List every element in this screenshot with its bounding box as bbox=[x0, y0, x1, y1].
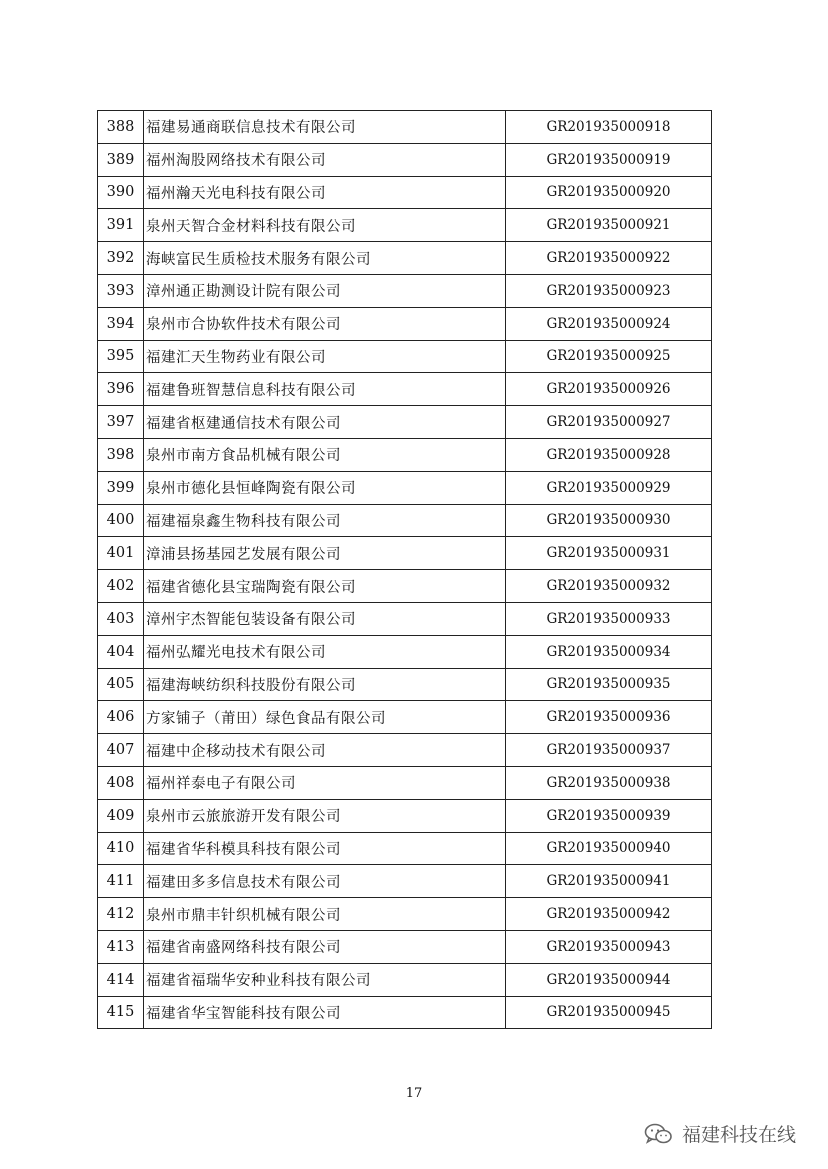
watermark-text: 福建科技在线 bbox=[682, 1124, 797, 1146]
company-name: 泉州天智合金材料科技有限公司 bbox=[144, 209, 506, 242]
row-number: 398 bbox=[98, 438, 144, 471]
company-name: 福建鲁班智慧信息科技有限公司 bbox=[144, 373, 506, 406]
company-name: 漳浦县扬基园艺发展有限公司 bbox=[144, 537, 506, 570]
page-number: 17 bbox=[405, 1086, 423, 1101]
row-number: 405 bbox=[98, 668, 144, 701]
certificate-number: GR201935000939 bbox=[506, 799, 712, 832]
table-row bbox=[98, 963, 712, 996]
table-row bbox=[98, 701, 712, 734]
company-name: 海峡富民生质检技术服务有限公司 bbox=[144, 242, 506, 275]
certificate-number: GR201935000927 bbox=[506, 406, 712, 439]
company-name: 泉州市合协软件技术有限公司 bbox=[144, 307, 506, 340]
company-name: 福建福泉鑫生物科技有限公司 bbox=[144, 504, 506, 537]
certificate-number: GR201935000938 bbox=[506, 766, 712, 799]
company-name: 福建中企移动技术有限公司 bbox=[144, 734, 506, 767]
certificate-number: GR201935000942 bbox=[506, 898, 712, 931]
table-row bbox=[98, 340, 712, 373]
table-row bbox=[98, 668, 712, 701]
table-row bbox=[98, 242, 712, 275]
certificate-number: GR201935000921 bbox=[506, 209, 712, 242]
row-number: 404 bbox=[98, 635, 144, 668]
certificate-number: GR201935000923 bbox=[506, 274, 712, 307]
company-name: 福州瀚天光电科技有限公司 bbox=[144, 176, 506, 209]
company-table bbox=[97, 110, 712, 1029]
certificate-number: GR201935000945 bbox=[506, 996, 712, 1029]
company-name: 福建省南盛网络科技有限公司 bbox=[144, 930, 506, 963]
table-row bbox=[98, 799, 712, 832]
certificate-number: GR201935000929 bbox=[506, 471, 712, 504]
company-name: 方家铺子（莆田）绿色食品有限公司 bbox=[144, 701, 506, 734]
certificate-number: GR201935000933 bbox=[506, 602, 712, 635]
certificate-number: GR201935000941 bbox=[506, 865, 712, 898]
table-row bbox=[98, 111, 712, 144]
table-row bbox=[98, 602, 712, 635]
table-row bbox=[98, 570, 712, 603]
certificate-number: GR201935000918 bbox=[506, 111, 712, 144]
wechat-icon bbox=[644, 1122, 674, 1146]
certificate-number: GR201935000930 bbox=[506, 504, 712, 537]
row-number: 407 bbox=[98, 734, 144, 767]
company-name: 福州淘股网络技术有限公司 bbox=[144, 143, 506, 176]
row-number: 389 bbox=[98, 143, 144, 176]
row-number: 410 bbox=[98, 832, 144, 865]
row-number: 414 bbox=[98, 963, 144, 996]
row-number: 409 bbox=[98, 799, 144, 832]
company-name: 福建省华宝智能科技有限公司 bbox=[144, 996, 506, 1029]
row-number: 401 bbox=[98, 537, 144, 570]
table-row bbox=[98, 143, 712, 176]
table-row bbox=[98, 471, 712, 504]
table-row bbox=[98, 734, 712, 767]
table-row bbox=[98, 406, 712, 439]
table-row bbox=[98, 996, 712, 1029]
table-row bbox=[98, 898, 712, 931]
company-name: 福建海峡纺织科技股份有限公司 bbox=[144, 668, 506, 701]
company-name: 泉州市南方食品机械有限公司 bbox=[144, 438, 506, 471]
certificate-number: GR201935000926 bbox=[506, 373, 712, 406]
certificate-number: GR201935000935 bbox=[506, 668, 712, 701]
certificate-number: GR201935000919 bbox=[506, 143, 712, 176]
row-number: 395 bbox=[98, 340, 144, 373]
row-number: 413 bbox=[98, 930, 144, 963]
company-name: 福建省德化县宝瑞陶瓷有限公司 bbox=[144, 570, 506, 603]
row-number: 388 bbox=[98, 111, 144, 144]
company-name: 福建汇天生物药业有限公司 bbox=[144, 340, 506, 373]
table-row bbox=[98, 832, 712, 865]
company-name: 漳州通正勘测设计院有限公司 bbox=[144, 274, 506, 307]
row-number: 399 bbox=[98, 471, 144, 504]
watermark bbox=[644, 1120, 796, 1147]
company-name: 泉州市德化县恒峰陶瓷有限公司 bbox=[144, 471, 506, 504]
row-number: 415 bbox=[98, 996, 144, 1029]
row-number: 411 bbox=[98, 865, 144, 898]
certificate-number: GR201935000936 bbox=[506, 701, 712, 734]
table-row bbox=[98, 504, 712, 537]
certificate-number: GR201935000931 bbox=[506, 537, 712, 570]
row-number: 400 bbox=[98, 504, 144, 537]
company-name: 福建省枢建通信技术有限公司 bbox=[144, 406, 506, 439]
row-number: 408 bbox=[98, 766, 144, 799]
row-number: 393 bbox=[98, 274, 144, 307]
row-number: 402 bbox=[98, 570, 144, 603]
row-number: 390 bbox=[98, 176, 144, 209]
certificate-number: GR201935000928 bbox=[506, 438, 712, 471]
company-name: 福建省华科模具科技有限公司 bbox=[144, 832, 506, 865]
table-row bbox=[98, 865, 712, 898]
row-number: 406 bbox=[98, 701, 144, 734]
table-row bbox=[98, 176, 712, 209]
row-number: 412 bbox=[98, 898, 144, 931]
certificate-number: GR201935000934 bbox=[506, 635, 712, 668]
row-number: 391 bbox=[98, 209, 144, 242]
table-row bbox=[98, 766, 712, 799]
certificate-number: GR201935000937 bbox=[506, 734, 712, 767]
certificate-number: GR201935000924 bbox=[506, 307, 712, 340]
table-row bbox=[98, 373, 712, 406]
certificate-number: GR201935000943 bbox=[506, 930, 712, 963]
table-row bbox=[98, 274, 712, 307]
company-name: 福州弘耀光电技术有限公司 bbox=[144, 635, 506, 668]
company-name: 福建易通商联信息技术有限公司 bbox=[144, 111, 506, 144]
company-name: 福州祥泰电子有限公司 bbox=[144, 766, 506, 799]
certificate-number: GR201935000922 bbox=[506, 242, 712, 275]
company-table-body bbox=[98, 111, 712, 1029]
certificate-number: GR201935000944 bbox=[506, 963, 712, 996]
table-row bbox=[98, 209, 712, 242]
row-number: 403 bbox=[98, 602, 144, 635]
company-name: 漳州宇杰智能包装设备有限公司 bbox=[144, 602, 506, 635]
table-row bbox=[98, 930, 712, 963]
row-number: 392 bbox=[98, 242, 144, 275]
table-row bbox=[98, 635, 712, 668]
certificate-number: GR201935000920 bbox=[506, 176, 712, 209]
certificate-number: GR201935000925 bbox=[506, 340, 712, 373]
table-row bbox=[98, 438, 712, 471]
certificate-number: GR201935000932 bbox=[506, 570, 712, 603]
row-number: 394 bbox=[98, 307, 144, 340]
company-name: 福建田多多信息技术有限公司 bbox=[144, 865, 506, 898]
table-row bbox=[98, 307, 712, 340]
row-number: 396 bbox=[98, 373, 144, 406]
company-name: 泉州市云旅旅游开发有限公司 bbox=[144, 799, 506, 832]
table-row bbox=[98, 537, 712, 570]
company-name: 泉州市鼎丰针织机械有限公司 bbox=[144, 898, 506, 931]
row-number: 397 bbox=[98, 406, 144, 439]
company-name: 福建省福瑞华安种业科技有限公司 bbox=[144, 963, 506, 996]
certificate-number: GR201935000940 bbox=[506, 832, 712, 865]
